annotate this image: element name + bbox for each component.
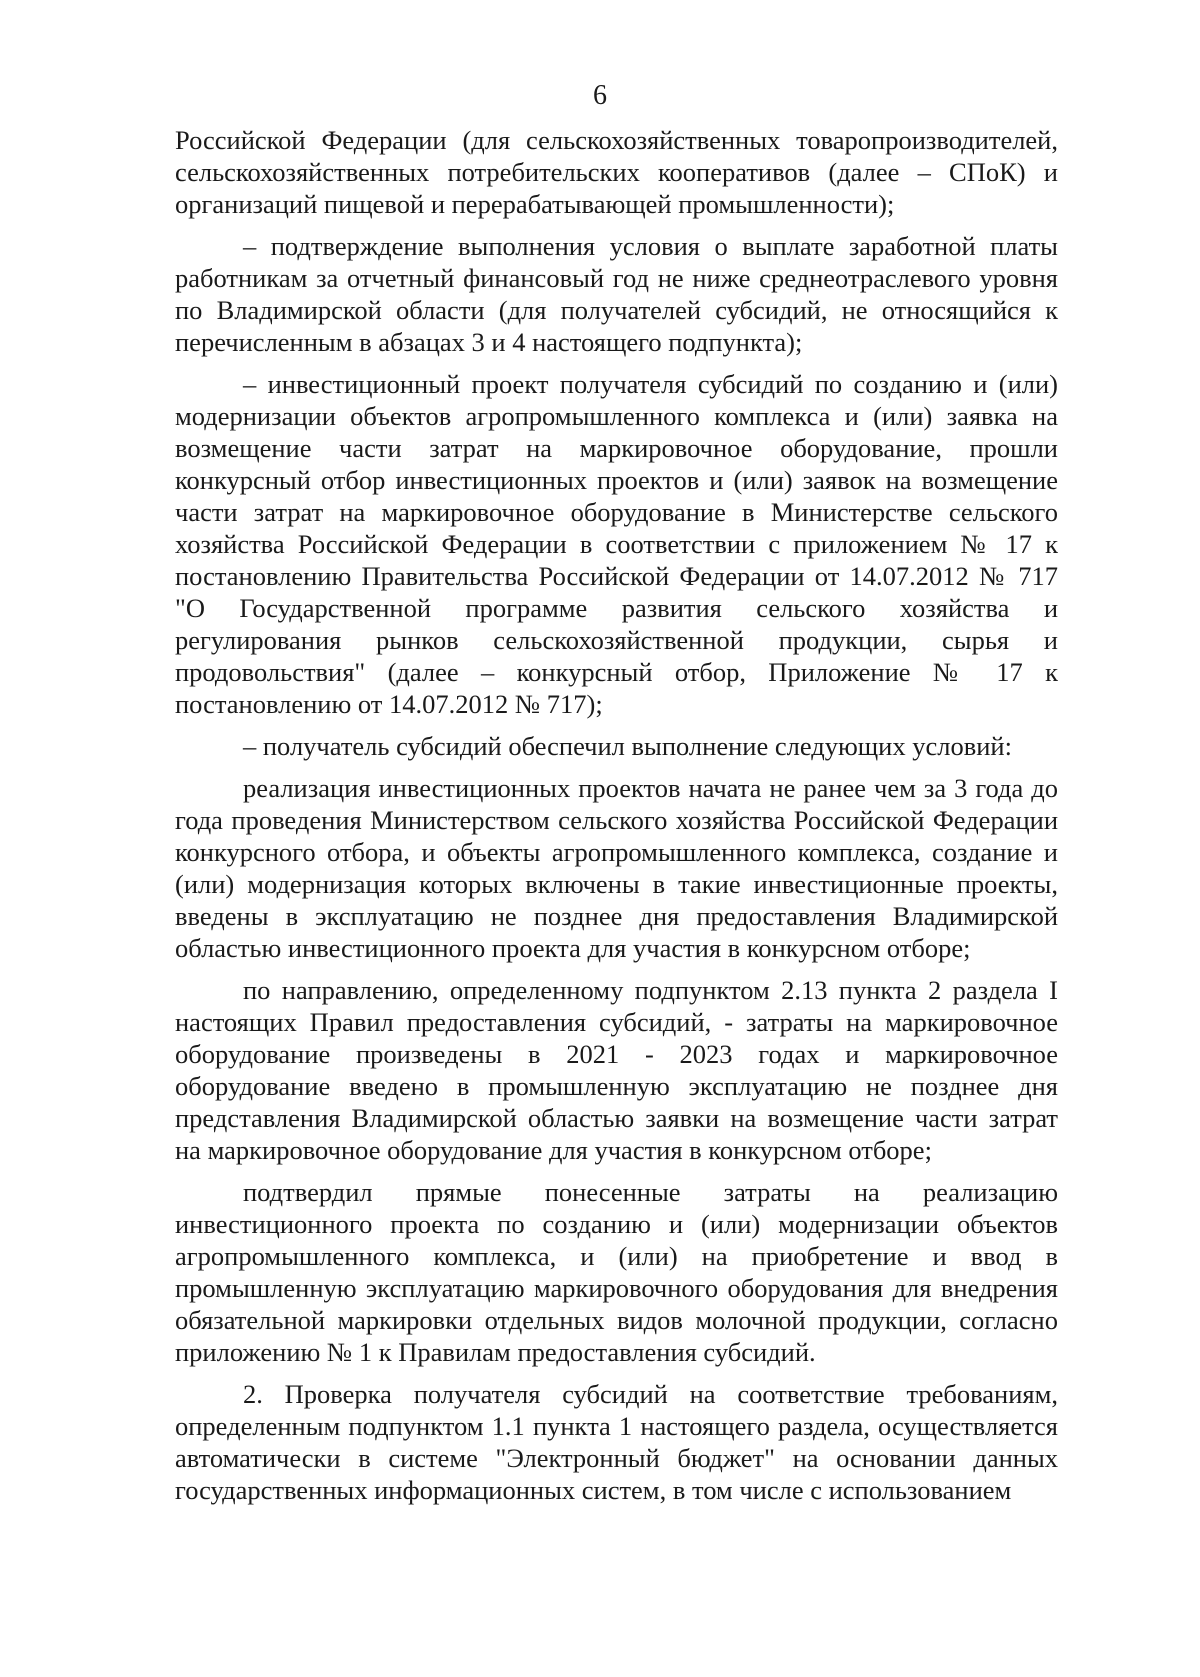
paragraph-1: Российской Федерации (для сельскохозяйственных товаропроизводителей, сельскохозяйственных потребительских кооперативов (далее – СПоК) и организаций пищевой и перерабатывающей промышленности); (175, 125, 1058, 219)
paragraph-3: – инвестиционный проект получателя субсидий по созданию и (или) модернизации объектов агропромышленного комплекса и (или) заявка на возмещение части затрат на маркировочное оборудование, прошли конкурсный отбор инвестиционных проектов и (или) заявок на возмещение части затрат на маркировочное оборудование в Министерстве сельского хозяйства Российской Федерации в соответствии с приложением № 17 к постановлению Правительства Российской Федерации от 14.07.2012 № 717 "О Государственной программе развития сельского хозяйства и регулирования рынков сельскохозяйственной продукции, сырья и продовольствия" (далее – конкурсный отбор, Приложение № 17 к постановлению от 14.07.2012 № 717); (175, 369, 1058, 719)
page-number: 6 (593, 80, 607, 111)
paragraph-6: по направлению, определенному подпунктом 2.13 пункта 2 раздела I настоящих Правил предоставления субсидий, - затраты на маркировочное оборудование произведены в 2021 - 2023 годах и маркировочное оборудование введено в промышленную эксплуатацию не позднее дня представления Владимирской областью заявки на возмещение части затрат на маркировочное оборудование для участия в конкурсном отборе; (175, 975, 1058, 1165)
paragraph-7: подтвердил прямые понесенные затраты на реализацию инвестиционного проекта по созданию и (или) модернизации объектов агропромышленного комплекса, и (или) на приобретение и ввод в промышленную эксплуатацию маркировочного оборудования для внедрения обязательной маркировки отдельных видов молочной продукции, согласно приложению № 1 к Правилам предоставления субсидий. (175, 1177, 1058, 1367)
paragraph-2: – подтверждение выполнения условия о выплате заработной платы работникам за отчетный финансовый год не ниже среднеотраслевого уровня по Владимирской области (для получателей субсидий, не относящийся к перечисленным в абзацах 3 и 4 настоящего подпункта); (175, 231, 1058, 357)
paragraph-8: 2. Проверка получателя субсидий на соответствие требованиям, определенным подпунктом 1.1 пункта 1 настоящего раздела, осуществляется автоматически в системе "Электронный бюджет" на основании данных государственных информационных систем, в том числе с использованием (175, 1379, 1058, 1505)
paragraph-5: реализация инвестиционных проектов начата не ранее чем за 3 года до года проведения Министерством сельского хозяйства Российской Федерации конкурсного отбора, и объекты агропромышленного комплекса, создание и (или) модернизация которых включены в такие инвестиционные проекты, введены в эксплуатацию не позднее дня предоставления Владимирской областью инвестиционного проекта для участия в конкурсном отборе; (175, 773, 1058, 963)
paragraph-4: – получатель субсидий обеспечил выполнение следующих условий: (243, 731, 1012, 761)
document-body (175, 124, 1058, 1516)
